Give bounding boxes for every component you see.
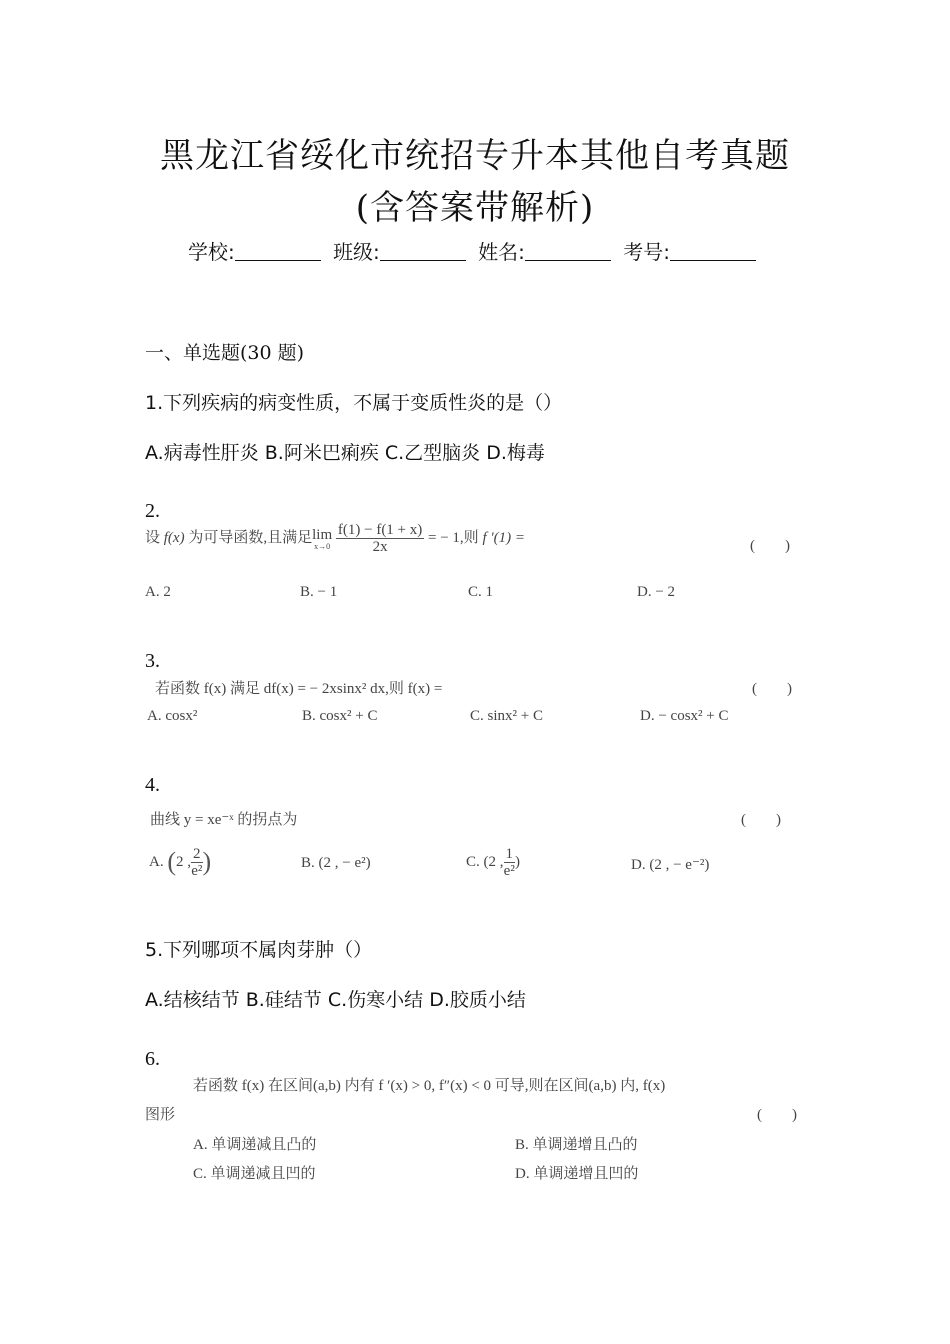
q2-option-c: C. 1 <box>468 584 494 600</box>
q4-stem: 曲线 y = xe⁻ˣ 的拐点为 <box>150 812 298 828</box>
q2-function: f(x) <box>163 529 185 546</box>
q2-rhs: = − 1,则 <box>428 529 479 546</box>
q6-option-d: D. 单调递增且凹的 <box>515 1166 639 1182</box>
q6-option-a: A. 单调递减且凸的 <box>193 1137 317 1153</box>
name-label: 姓名: <box>478 240 525 264</box>
q6-answer-paren: ( ) <box>757 1107 797 1123</box>
school-blank <box>235 242 321 261</box>
exam-number-label: 考号: <box>623 240 671 264</box>
q4-number: 4. <box>145 774 160 796</box>
q2-stem <box>145 522 525 555</box>
q3-option-c: C. sinx² + C <box>470 708 543 724</box>
school-label: 学校: <box>187 240 235 264</box>
q2-option-b: B. − 1 <box>300 584 338 600</box>
q2-option-d: D. − 2 <box>637 584 676 600</box>
student-info-line <box>0 236 950 265</box>
class-blank <box>380 242 466 261</box>
document-subtitle: (含答案带解析) <box>355 188 595 228</box>
q3-option-b: B. cosx² + C <box>302 708 378 724</box>
q2-option-a: A. 2 <box>145 584 171 600</box>
q4-answer-paren: ( ) <box>741 812 781 828</box>
q1-stem: 1.下列疾病的病变性质，不属于变质性炎的是（） <box>145 392 563 414</box>
q6-option-b: B. 单调递增且凸的 <box>515 1137 638 1153</box>
q6-number: 6. <box>145 1048 160 1070</box>
section-title: 一、单选题(30 题) <box>145 342 305 364</box>
q3-number: 3. <box>145 650 160 672</box>
q2-answer-paren: ( ) <box>750 538 790 554</box>
q2-number: 2. <box>145 500 160 522</box>
document-title: 黑龙江省绥化市统招专升本其他自考真题 <box>160 136 790 176</box>
q6-stem-continued: 图形 <box>145 1107 176 1123</box>
q3-answer-paren: ( ) <box>752 681 792 697</box>
q1-options: A.病毒性肝炎 B.阿米巴痢疾 C.乙型脑炎 D.梅毒 <box>145 442 545 464</box>
exam-number-blank <box>670 242 756 261</box>
name-blank <box>525 242 611 261</box>
q3-stem: 若函数 f(x) 满足 df(x) = − 2xsinx² dx,则 f(x) = <box>155 681 443 697</box>
q2-mid: 为可导函数,且满足 <box>188 529 313 546</box>
q3-option-d: D. − cosx² + C <box>640 708 729 724</box>
q2-prefix: 设 <box>145 529 161 546</box>
q4-option-b: B. (2 , − e²) <box>301 855 371 871</box>
class-label: 班级: <box>333 240 380 264</box>
q6-option-c: C. 单调递减且凹的 <box>193 1166 316 1182</box>
q2-ask: f ′(1) = <box>482 529 525 546</box>
q5-options: A.结核结节 B.硅结节 C.伤寒小结 D.胶质小结 <box>145 989 526 1011</box>
q4-option-c: C. (2 , $\frac{1}{\text{e²}}$ ) <box>466 846 520 879</box>
q3-option-a: A. cosx² <box>147 708 198 724</box>
q6-stem: 若函数 f(x) 在区间(a,b) 内有 f ′(x) > 0, f″(x) < 0 可导,则在区间(a,b) 内, f(x) <box>193 1078 666 1094</box>
q2-fraction: $\frac{f(1) - f(1 + x)}{2x}$ <box>337 522 423 555</box>
q4-option-d: D. (2 , − e⁻²) <box>631 857 710 873</box>
q5-stem: 5.下列哪项不属肉芽肿（） <box>145 939 373 961</box>
q4-option-a: A. (2 , $\frac{2}{\text{e²}}$ ) <box>149 846 212 879</box>
q2-limit: lim x→0 <box>312 526 333 551</box>
